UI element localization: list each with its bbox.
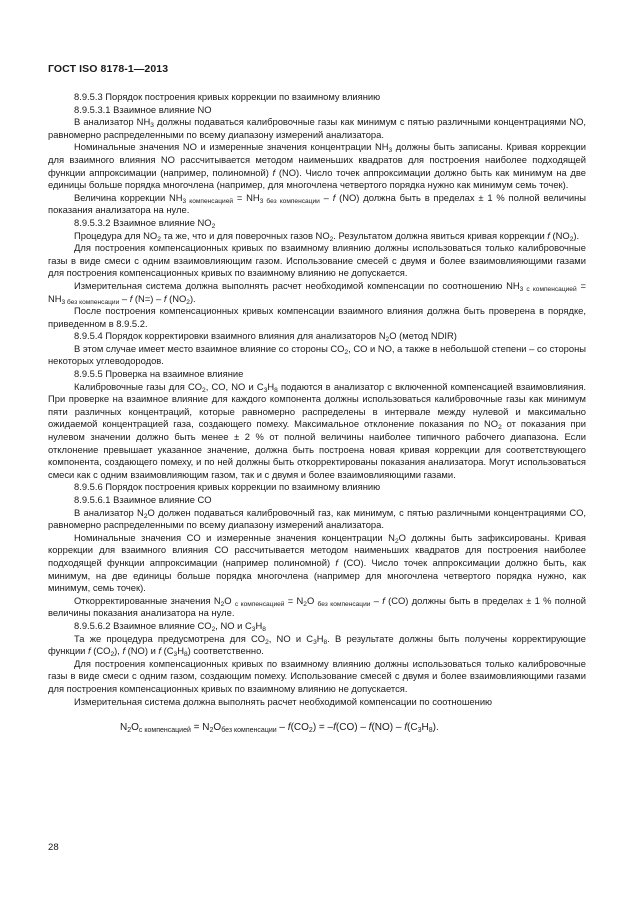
paragraph: 8.9.5.6 Порядок построения кривых коррекции по взаимному влиянию	[74, 481, 381, 493]
page-number: 28	[48, 842, 59, 853]
paragraph: В анализатор $NH_3$ должны подаваться калибровочные газы как минимум с пятью различными концентрациями NO, равномерно распределенными по всему диапазону измерений анализатора.	[48, 116, 586, 140]
paragraph: Откорректированные значения $N_2O$ $_{с компенсацией} = N_2O$ $_{без компенсации}$ – f (CO) должны быть в пределах ± 1 % полной величины показания анализатора на нуле.	[48, 594, 586, 619]
paragraph: Измерительная система должна выполнять расчет необходимой компенсации по соотношению $NH_{3 с компенсацией} = NH_{3 без компенсации} - f$ (N=) – f $(NO_2)$.	[48, 279, 586, 306]
compensation-formula: $N_2O_{с компенсацией} = N_2O_{без компенсации} - f(CO_2) = -f(CO) - f(NO) - f(C_3H_8)$.	[120, 722, 439, 735]
paragraph: После построения компенсационных кривых компенсации взаимного влияния должна быть проверена в порядке, приведенном в 8.9.5.2.	[48, 305, 586, 329]
paragraph: 8.9.5.3.2 Взаимное влияние $NO_2$	[74, 216, 216, 230]
paragraph: 8.9.5.3 Порядок построения кривых коррекции по взаимному влиянию	[74, 91, 381, 102]
paragraph: Номинальные значения CO и измеренные значения концентрации $N_2O$ должны быть зафиксированы. Кривая коррекции для взаимного влияния CO рассчитывается методом наименьших квадратов для построения наиболее подходящей функции аппроксимации (например полиномной) f (CO). Число точек аппроксимации должно быть, как минимум, на две единицы больше порядка многочлена (например для многочлена четвертого порядка нужно, как минимум, семь точек).	[48, 531, 586, 594]
paragraph: 8.9.5.4 Порядок корректировки взаимного влияния для анализаторов $N_2O$ (метод NDIR)	[74, 330, 457, 344]
paragraph: Калибровочные газы для $CO_2$, CO, NO и $C_3H_8$ подаются в анализатор с включенной компенсацией взаимовлияния. При проверке на взаимное влияние для каждого компонента должны использоваться калибровочные газы как минимум пяти различных концентраций, которые равномерно распределены в интервале между нулевой и максимально ожидаемой концентрацией газа, создающего помеху. Максимальное отклонение показания по $NO_2$ от показания при нулевом значении должно быть менее ± 2 % от полной величины наиболее типичного рабочего диапазона. Если отклонение превышает указанное значение, должна быть построена новая кривая коррекции для соответствующего компонента, создающего помеху, и по ней должны быть откорректированы показания анализатора. Могут использоваться смеси как с одним взаимовлияющим газом, так и с двумя и более взаимовлияющими газами.	[48, 380, 587, 480]
paragraph: 8.9.5.3.1 Взаимное влияние NO	[74, 103, 212, 115]
paragraph: Измерительная система должна выполнять расчет необходимой компенсации по соотношению	[74, 695, 493, 707]
paragraph: Та же процедура предусмотрена для $CO_2$, NO и $C_3H_8$. В результате должны быть получены корректирующие функции f $(CO_2)$, f (NO) и f $(C_3H_8)$ соответственно.	[48, 632, 586, 659]
paragraph: 8.9.5.5 Проверка на взаимное влияние	[74, 368, 244, 380]
paragraph: Процедура для $NO_2$ та же, что и для поверочных газов $NO_2$. Результатом должна явиться кривая коррекции f $(NO_2)$.	[74, 229, 580, 243]
paragraph: В этом случае имеет место взаимное влияние со стороны $CO_2$, CO и NO, а также в небольшой степени – со стороны некоторых углеводородов.	[48, 342, 587, 367]
paragraph: Для построения компенсационных кривых по взаимному влиянию должны использоваться только калибровочные газы в виде смеси с одним взаимовлияющим газом. Использование смесей с двумя и более взаимовлияющими газами для построения компенсационных кривых по взаимному влиянию не допускается.	[48, 242, 586, 279]
paragraph: 8.9.5.6.2 Взаимное влияние $CO_2$, NO и $C_3H_8$	[74, 619, 266, 633]
document-body	[48, 91, 586, 735]
paragraph: Номинальные значения NO и измеренные значения концентрации $NH_3$ должны быть записаны. Кривая коррекции для взаимного влияния NO рассчитывается методом наименьших квадратов для построения наиболее подходящей функции аппроксимации (например, полиномной) f (NO). Число точек аппроксимации должно быть как минимум на две единицы больше порядка многочлена (например, для многочлена четвертого порядка нужно как минимум семь точек).	[48, 141, 586, 191]
paragraph: Величина коррекции $NH_{3 компенсацией} = NH_{3 без компенсации} - f$ (NO) должна быть в пределах ± 1 % полной величины показания анализатора на нуле.	[48, 191, 586, 216]
paragraph: В анализатор $N_2O$ должен подаваться калибровочный газ, как минимум, с пятью различными концентрациями CO, равномерно распределенными по всему диапазону измерений анализатора.	[48, 506, 587, 531]
paragraph: Для построения компенсационных кривых по взаимному влиянию должны использоваться только калибровочные газы в виде смеси с одним газом, создающим помеху. Использование смесей с двумя и более взаимовлияющими газами для построения компенсационных кривых по взаимному влиянию не допускается.	[48, 657, 586, 694]
paragraph: 8.9.5.6.1 Взаимное влияние CO	[74, 494, 212, 505]
document-header: ГОСТ ISO 8178-1—2013	[48, 63, 169, 75]
